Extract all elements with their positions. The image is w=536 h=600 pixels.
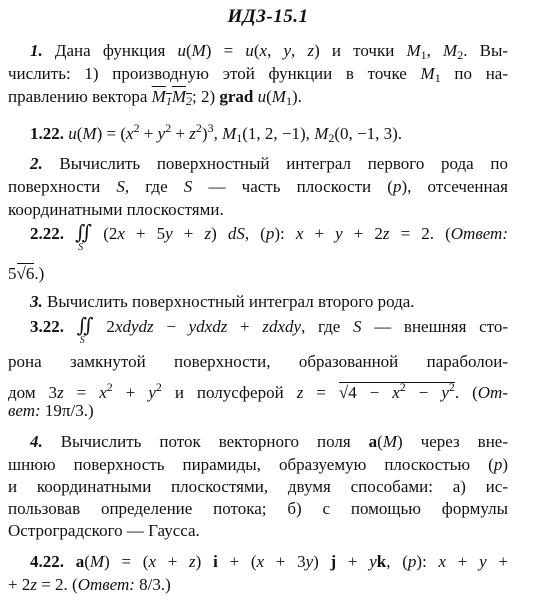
task2-line-3: координатными плоскостями.	[8, 200, 224, 219]
task1-variant: 1.22. $u(M) = (x^2 + y^2 + z^2)^3$, $M_1(1$, 2, −1), $M_2(0$, −1, 3).	[30, 121, 403, 145]
task3-line-3: дом $3z = x^2 + y^2$ и полусферой $z = √4 - x^2 - y^2$. (От-	[8, 380, 508, 402]
task4-variant: 4.22. a(M) = (x + z) i + (x + 3y) j + yk, (p): x + y +	[30, 552, 508, 571]
task4-line-4: пользовав определение потока; б) с помощью формулы	[8, 499, 508, 518]
task2-line-1: 2. Вычислить поверхностный интеграл первого рода по	[30, 154, 508, 173]
task1-line-3: правлению вектора $M_1M_2$; 2) grad $u(M_1)$.	[8, 87, 302, 108]
task3-answer: вет: 19π/3.)	[8, 401, 94, 420]
task4-answer: + 2z = 2. (Ответ: 8/3.)	[8, 575, 171, 594]
task4-line-1: 4. Вычислить поток векторного поля a(M) через вне-	[30, 432, 508, 451]
task1-line-2: числить: 1) производную этой функции в точке $M_1$ по на-	[8, 64, 509, 85]
task3-line-2: рона замкнутой поверхности, образованной параболои-	[8, 352, 508, 371]
task1-line-1: 1. Дана функция u(M) = u(x, y, z) и точки $M_1$, $M_2$. Вы-	[30, 41, 509, 62]
task2-answer: 5√6.)	[8, 264, 45, 283]
task4-line-3: и координатными плоскостями, двумя способами: а) ис-	[8, 477, 508, 496]
task2-variant: 2.22. ∬ S (2x + 5y + z) dS, (p): x + y + 2z = 2. (Ответ:	[30, 222, 508, 253]
task4-line-2: шнюю поверхность пирамиды, образуемую плоскостью (p)	[8, 455, 508, 474]
task3-variant: 3.22. ∬ S 2xdydz − ydxdz + zdxdy, где S — внешняя сто-	[30, 315, 509, 346]
task3-line-1: 3. Вычислить поверхностный интеграл второго рода.	[30, 292, 415, 311]
page-title: ИДЗ-15.1	[227, 6, 309, 27]
task2-line-2: поверхности S, где S — часть плоскости (p), отсеченная	[8, 177, 508, 196]
task4-line-5: Остроградского — Гаусса.	[8, 521, 200, 540]
